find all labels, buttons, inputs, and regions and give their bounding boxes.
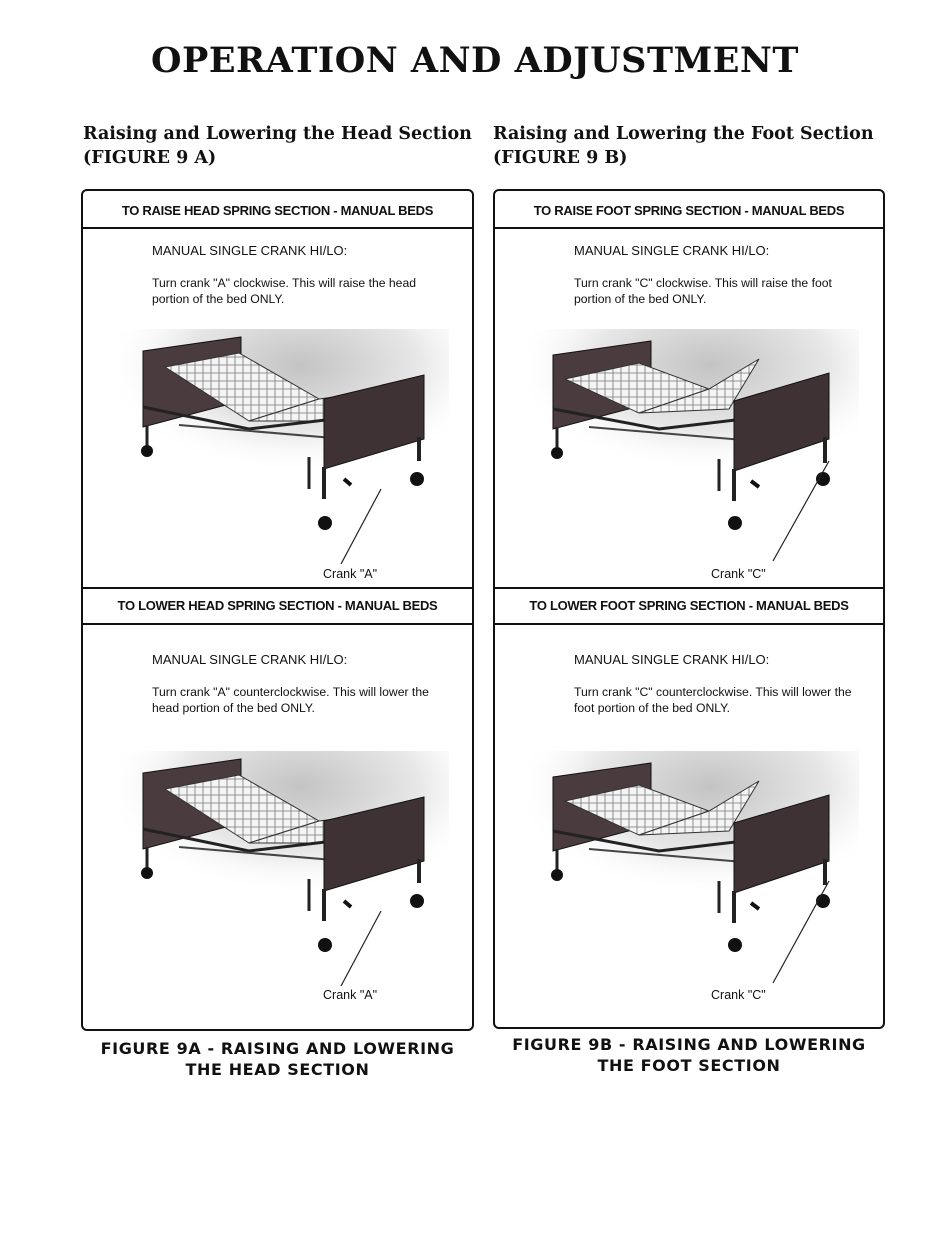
- foot-section-heading: [493, 122, 874, 170]
- bed-illustration-foot-raise: [529, 329, 859, 564]
- figure-9a-caption-line1: FIGURE 9A - RAISING AND LOWERING: [100, 1039, 455, 1058]
- raise-head-label: MANUAL SINGLE CRANK HI/LO:: [152, 243, 348, 258]
- foot-heading-line2: (FIGURE 9 B): [493, 148, 628, 168]
- figure-9a-caption-line2: THE HEAD SECTION: [185, 1060, 370, 1079]
- head-section-panel: [81, 189, 474, 1031]
- bed-illustration-foot-lower: [529, 751, 859, 986]
- lower-foot-text: Turn crank "C" counterclockwise. This will lower the foot portion of the bed ONLY.: [574, 685, 852, 715]
- figure-9b-caption-line1: FIGURE 9B - RAISING AND LOWERING: [512, 1035, 866, 1054]
- lower-head-label: MANUAL SINGLE CRANK HI/LO:: [152, 652, 348, 667]
- bed-illustration-head-lower: [119, 751, 449, 986]
- lower-foot-label: MANUAL SINGLE CRANK HI/LO:: [574, 652, 770, 667]
- crank-a-label-lower: Crank "A": [323, 988, 378, 1002]
- lower-head-header: TO LOWER HEAD SPRING SECTION - MANUAL BEDS: [83, 587, 472, 625]
- bed-illustration-head-raise: [119, 329, 449, 564]
- head-heading-line1: Raising and Lowering the Head Section: [83, 124, 472, 144]
- foot-heading-line1: Raising and Lowering the Foot Section: [493, 124, 874, 144]
- head-section-heading: [83, 122, 472, 170]
- crank-a-label: Crank "A": [323, 567, 378, 581]
- crank-c-label-lower: Crank "C": [711, 988, 766, 1002]
- raise-head-header: TO RAISE HEAD SPRING SECTION - MANUAL BEDS: [83, 191, 472, 229]
- figure-9b-caption-line2: THE FOOT SECTION: [597, 1056, 781, 1075]
- raise-foot-label: MANUAL SINGLE CRANK HI/LO:: [574, 243, 770, 258]
- figure-9b-caption: [493, 1034, 885, 1076]
- raise-foot-text: Turn crank "C" clockwise. This will raise the foot portion of the bed ONLY.: [574, 276, 832, 306]
- page-title: OPERATION AND ADJUSTMENT: [151, 40, 799, 81]
- lower-foot-header: TO LOWER FOOT SPRING SECTION - MANUAL BEDS: [495, 587, 883, 625]
- raise-head-text: Turn crank "A" clockwise. This will raise the head portion of the bed ONLY.: [152, 276, 417, 306]
- figure-9a-caption: [81, 1038, 474, 1080]
- foot-section-panel: [493, 189, 885, 1029]
- head-heading-line2: (FIGURE 9 A): [83, 148, 217, 168]
- raise-foot-header: TO RAISE FOOT SPRING SECTION - MANUAL BEDS: [495, 191, 883, 229]
- lower-head-text: Turn crank "A" counterclockwise. This will lower the head portion of the bed ONLY.: [152, 685, 429, 715]
- crank-c-label: Crank "C": [711, 567, 766, 581]
